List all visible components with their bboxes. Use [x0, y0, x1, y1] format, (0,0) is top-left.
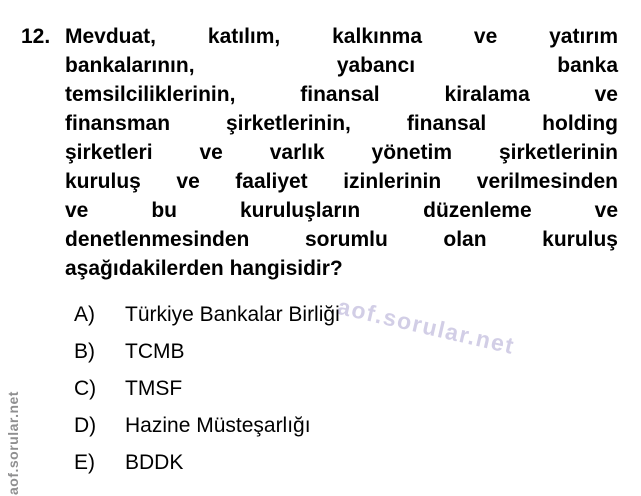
option-row [74, 339, 340, 365]
question-number: 12. [21, 25, 51, 48]
question-line: şirketleri ve varlık yönetim şirketlerinin [65, 141, 618, 164]
watermark-diagonal: aof.sorular.net [335, 293, 518, 360]
question-text [65, 22, 618, 283]
question-line: finansman şirketlerinin, finansal holding [65, 112, 618, 135]
question-line: bankalarının, yabancı banka [65, 54, 618, 77]
option-row [74, 413, 340, 439]
question-line: ve bu kuruluşların düzenleme ve [65, 199, 618, 222]
option-row [74, 302, 340, 328]
question-line: temsilciliklerinin, finansal kiralama ve [65, 83, 618, 106]
watermark-side: aof.sorular.net [5, 391, 21, 495]
option-letter: D) [74, 414, 97, 437]
question-line: kuruluş ve faaliyet izinlerinin verilmesinden [65, 170, 618, 193]
option-text: TCMB [125, 340, 185, 363]
option-row [74, 450, 340, 476]
question-line: denetlenmesinden sorumlu olan kuruluş [65, 228, 618, 251]
option-letter: A) [74, 303, 95, 326]
options-list [74, 302, 340, 487]
question-line: aşağıdakilerden hangisidir? [65, 257, 343, 280]
option-letter: E) [74, 451, 95, 474]
option-row [74, 376, 340, 402]
option-letter: B) [74, 340, 95, 363]
option-letter: C) [74, 377, 97, 400]
option-text: Türkiye Bankalar Birliği [125, 303, 340, 326]
option-text: Hazine Müsteşarlığı [125, 414, 311, 437]
option-text: BDDK [125, 451, 184, 474]
option-text: TMSF [125, 377, 183, 400]
question-line: Mevduat, katılım, kalkınma ve yatırım [65, 25, 618, 48]
